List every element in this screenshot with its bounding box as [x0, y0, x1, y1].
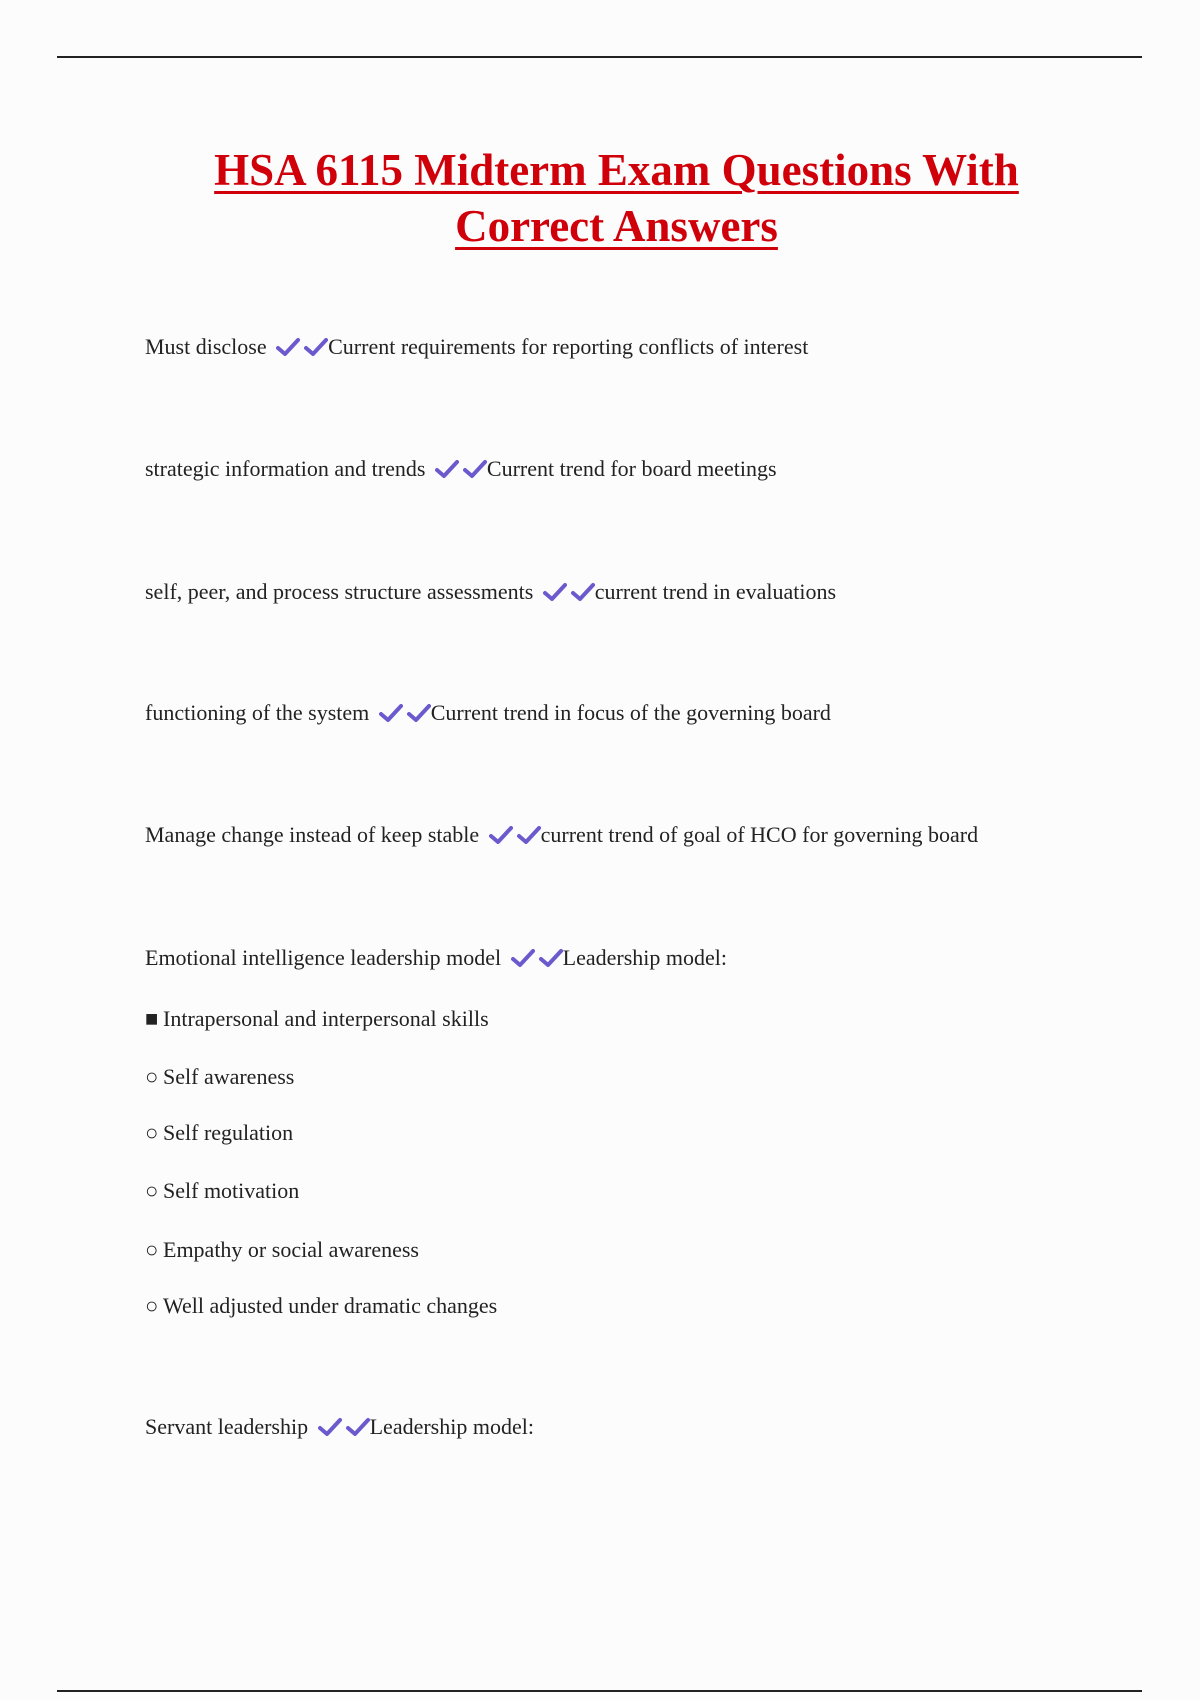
- check-icon: [539, 948, 563, 968]
- check-icon: [304, 337, 328, 357]
- check-icon: [407, 703, 431, 723]
- check-icon: [276, 337, 300, 357]
- qa-item: [145, 700, 831, 726]
- qa-item: [145, 579, 836, 605]
- question-text: current trend in evaluations: [594, 579, 837, 604]
- answer-text: self, peer, and process structure assessments: [145, 579, 534, 604]
- title-line-2: Correct Answers: [455, 201, 778, 251]
- sub-list-item: [145, 1293, 497, 1319]
- sub-list-item: [145, 1064, 294, 1090]
- check-icon: [346, 1417, 370, 1437]
- qa-item: [145, 1414, 534, 1440]
- bullet-icon: ○: [145, 1064, 159, 1089]
- sub-list-item: [145, 1237, 419, 1263]
- sub-list-text: Self motivation: [163, 1178, 300, 1203]
- bullet-icon: ○: [145, 1178, 159, 1203]
- sub-list-text: Self regulation: [163, 1120, 294, 1145]
- bullet-icon: ○: [145, 1293, 159, 1318]
- sub-list-text: Empathy or social awareness: [163, 1237, 419, 1262]
- check-icon: [463, 459, 487, 479]
- answer-text: Emotional intelligence leadership model: [145, 945, 502, 970]
- bullet-icon: ○: [145, 1120, 159, 1145]
- question-text: Current requirements for reporting conflicts of interest: [328, 334, 809, 359]
- question-text: Leadership model:: [562, 945, 728, 970]
- sub-list-item: [145, 1178, 299, 1204]
- qa-item: [145, 945, 727, 971]
- sub-list-text: Intrapersonal and interpersonal skills: [163, 1006, 489, 1031]
- check-icon: [511, 948, 535, 968]
- qa-item: [145, 334, 808, 360]
- check-icon: [517, 825, 541, 845]
- check-icon: [318, 1417, 342, 1437]
- check-icon: [571, 582, 595, 602]
- answer-text: Manage change instead of keep stable: [145, 822, 480, 847]
- bottom-rule: [57, 1690, 1142, 1692]
- answer-text: strategic information and trends: [145, 456, 426, 481]
- answer-text: functioning of the system: [145, 700, 370, 725]
- question-text: Leadership model:: [369, 1414, 534, 1439]
- qa-item: [145, 822, 978, 848]
- answer-text: Servant leadership: [145, 1414, 309, 1439]
- check-icon: [379, 703, 403, 723]
- check-icon: [543, 582, 567, 602]
- question-text: Current trend for board meetings: [486, 456, 777, 481]
- bullet-icon: ■: [145, 1006, 159, 1031]
- sub-list-item: [145, 1006, 489, 1032]
- check-icon: [435, 459, 459, 479]
- answer-text: Must disclose: [145, 334, 267, 359]
- question-text: current trend of goal of HCO for governing board: [540, 822, 979, 847]
- page-title: [0, 142, 1200, 254]
- top-rule: [57, 56, 1142, 58]
- bullet-icon: ○: [145, 1237, 159, 1262]
- question-text: Current trend in focus of the governing board: [430, 700, 831, 725]
- qa-item: [145, 456, 777, 482]
- sub-list-text: Self awareness: [163, 1064, 295, 1089]
- title-line-1: HSA 6115 Midterm Exam Questions With: [214, 145, 1019, 195]
- sub-list-item: [145, 1120, 293, 1146]
- check-icon: [489, 825, 513, 845]
- sub-list-text: Well adjusted under dramatic changes: [163, 1293, 498, 1318]
